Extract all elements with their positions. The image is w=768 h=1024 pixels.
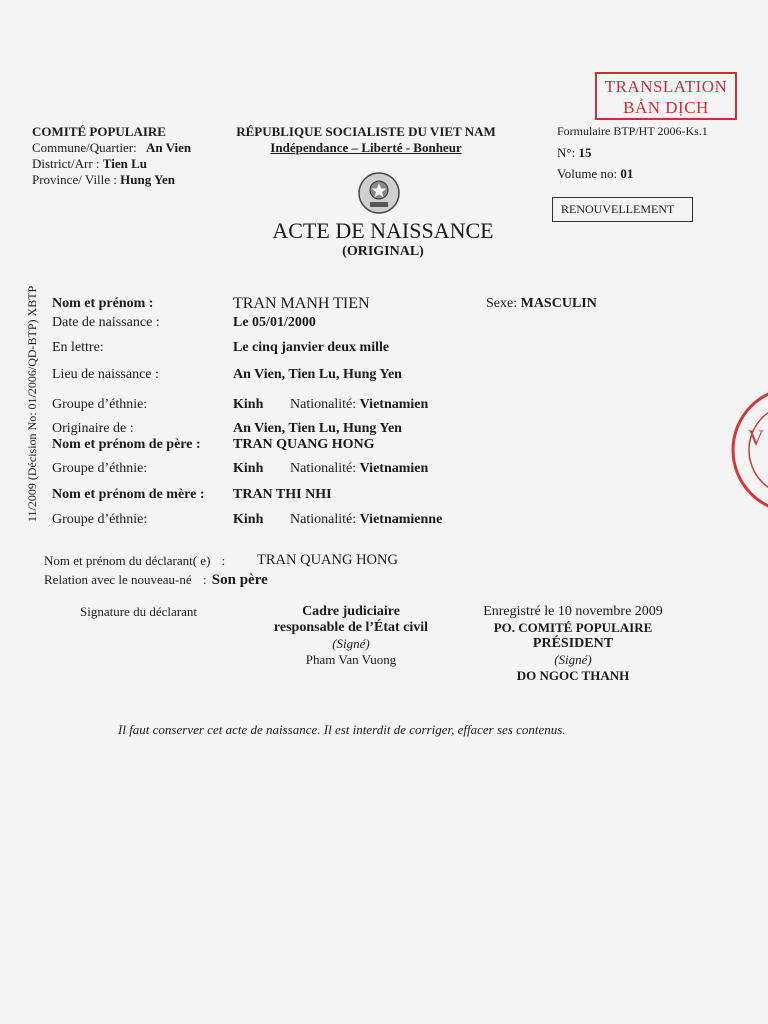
commune-value: An Vien [145,140,192,155]
declarant-value: TRAN QUANG HONG [257,552,398,568]
stamp-line-1: TRANSLATION [604,77,728,96]
committee-label: COMITÉ POPULAIRE [32,124,166,139]
motto: Indépendance – Liberté - Bonheur [270,140,462,155]
registered-date: Enregistré le 10 novembre 2009 [483,604,663,619]
father-name-label: Nom et prénom de père : [52,437,201,452]
declarant-signature: Signature du déclarant [80,604,197,619]
child-nationality-row [290,397,428,413]
child-name-value: TRAN MANH TIEN [233,295,370,312]
words-value: Le cinq janvier deux mille [233,340,390,355]
president-block [468,604,678,684]
relation-label: Relation avec le nouveau-né [44,572,192,587]
relation-row [44,572,268,589]
president-title: PRÉSIDENT [532,636,614,651]
number-label: N°: [557,145,576,160]
document-subtitle: (ORIGINAL) [342,244,424,259]
mother-ethnic-label: Groupe d’éthnie: [52,512,148,527]
district-row [32,156,147,172]
birthplace-label: Lieu de naissance : [52,367,159,382]
official-seal [720,385,768,515]
dob-value: Le 05/01/2000 [233,315,316,330]
volume-label: Volume no: [557,166,618,181]
child-ethnic-label: Groupe d’éthnie: [52,397,148,412]
translation-stamp [595,72,737,120]
president-signed: (Signé) [554,652,592,667]
mother-nationality-label: Nationalité: [290,512,357,527]
volume-row [557,166,633,182]
sex-value: MASCULIN [520,296,597,311]
district-value: Tien Lu [102,156,147,171]
stamp-line-2: BẢN DỊCH [623,98,709,117]
child-nationality-label: Nationalité: [290,397,357,412]
province-label: Province/ Ville : [32,172,117,187]
mother-name-value: TRAN THI NHI [233,487,332,502]
province-value: Hung Yen [120,172,175,187]
cadre-block [246,604,456,668]
commune-label: Commune/Quartier: [32,140,137,155]
father-nationality-value: Vietnamien [359,461,429,476]
child-nationality-value: Vietnamien [359,397,429,412]
president-name: DO NGOC THANH [516,668,630,683]
dob-label: Date de naissance : [52,315,160,330]
child-name-label: Nom et prénom : [52,296,154,311]
relation-value: Son père [211,572,268,588]
cadre-signed: (Signé) [332,636,370,651]
father-nationality-label: Nationalité: [290,461,357,476]
words-label: En lettre: [52,340,104,355]
republic-title: RÉPUBLIQUE SOCIALISTE DU VIET NAM [236,124,496,139]
mother-nationality-row [290,512,442,528]
document-title: ACTE DE NAISSANCE [272,218,494,243]
origin-label: Originaire de : [52,421,134,436]
mother-nationality-value: Vietnamienne [359,512,443,527]
svg-text:V: V [748,425,764,450]
district-label: District/Arr : [32,156,100,171]
number-value: 15 [578,145,592,160]
father-ethnic-label: Groupe d’éthnie: [52,461,148,476]
form-code: Formulaire BTP/HT 2006-Ks.1 [557,124,708,138]
origin-value: An Vien, Tien Lu, Hung Yen [233,421,402,436]
commune-row [32,140,191,156]
side-note: 11/2009 (Décision No: 01/2006/QD-BTP) XBTP [25,285,39,522]
birthplace-value: An Vien, Tien Lu, Hung Yen [233,367,402,382]
province-row [32,172,175,188]
father-ethnic-value: Kinh [233,461,264,476]
renewal-box: RENOUVELLEMENT [552,197,693,222]
number-row [557,145,591,161]
declarant-row [44,553,225,569]
sex-row [486,296,597,312]
cadre-line-2: responsable de l’État civil [273,620,429,635]
father-nationality-row [290,461,428,477]
sex-label: Sexe: [486,296,518,311]
footer-note: Il faut conserver cet acte de naissance. Il est interdit de corriger, effacer ses contenus. [118,722,566,737]
relation-sep: : [202,572,207,587]
volume-value: 01 [620,166,634,181]
cadre-name: Pham Van Vuong [305,652,397,667]
mother-name-label: Nom et prénom de mère : [52,487,205,502]
declarant-label: Nom et prénom du déclarant( e) [44,553,211,568]
father-name-value: TRAN QUANG HONG [233,437,375,452]
po-committee: PO. COMITÉ POPULAIRE [493,620,653,635]
national-emblem-icon [356,170,402,216]
child-ethnic-value: Kinh [233,397,264,412]
cadre-line-1: Cadre judiciaire [302,604,400,619]
mother-ethnic-value: Kinh [233,512,264,527]
declarant-sep: : [221,553,226,568]
